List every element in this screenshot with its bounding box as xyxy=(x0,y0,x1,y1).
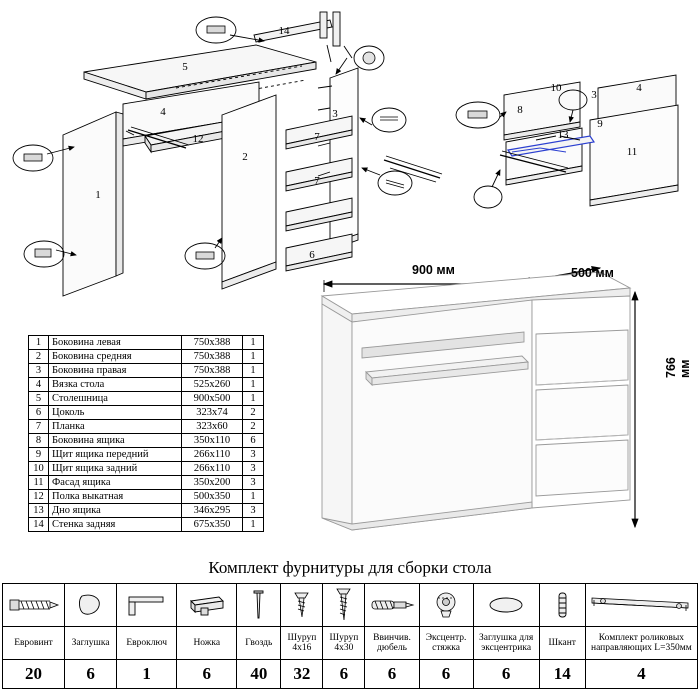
part-name: Дно ящика xyxy=(49,504,182,518)
part-name: Боковина средняя xyxy=(49,350,182,364)
hardware-qty-row xyxy=(3,660,698,689)
svg-text:14: 14 xyxy=(278,25,290,37)
svg-text:9: 9 xyxy=(597,118,603,130)
table-row xyxy=(29,518,264,532)
svg-text:8: 8 xyxy=(517,104,523,116)
slide-rail-icon xyxy=(585,584,697,627)
part-name: Стенка задняя xyxy=(49,518,182,532)
parts-list-table xyxy=(28,335,264,532)
hardware-label: Шкант xyxy=(539,627,585,660)
dimension-depth-label: 500 мм xyxy=(571,266,614,280)
table-row xyxy=(29,434,264,448)
part-qty: 3 xyxy=(243,448,264,462)
dowel-icon xyxy=(539,584,585,627)
part-qty: 2 xyxy=(243,406,264,420)
eccentric-tie-icon xyxy=(419,584,473,627)
table-row xyxy=(29,462,264,476)
part-size: 323x74 xyxy=(182,406,243,420)
hardware-qty: 6 xyxy=(323,660,365,689)
table-row xyxy=(29,490,264,504)
svg-text:7: 7 xyxy=(314,131,320,143)
part-qty: 1 xyxy=(243,392,264,406)
part-size: 346x295 xyxy=(182,504,243,518)
part-size: 675x350 xyxy=(182,518,243,532)
svg-text:13: 13 xyxy=(557,129,569,141)
part-size: 525x260 xyxy=(182,378,243,392)
svg-text:12: 12 xyxy=(192,133,204,145)
part-size: 350x200 xyxy=(182,476,243,490)
part-name: Щит ящика задний xyxy=(49,462,182,476)
part-number: 13 xyxy=(29,504,49,518)
part-size: 266x110 xyxy=(182,462,243,476)
svg-text:2: 2 xyxy=(242,151,248,163)
screw-in-dowel-icon xyxy=(365,584,419,627)
part-name: Боковина правая xyxy=(49,364,182,378)
hardware-qty: 6 xyxy=(419,660,473,689)
part-name: Цоколь xyxy=(49,406,182,420)
hardware-qty: 14 xyxy=(539,660,585,689)
table-row xyxy=(29,476,264,490)
nail-icon xyxy=(237,584,281,627)
table-row xyxy=(29,392,264,406)
foot-icon xyxy=(177,584,237,627)
table-row xyxy=(29,336,264,350)
hardware-icon-row xyxy=(3,584,698,627)
table-row xyxy=(29,504,264,518)
part-qty: 1 xyxy=(243,378,264,392)
hardware-qty: 6 xyxy=(365,660,419,689)
hardware-label: Заглушка xyxy=(65,627,117,660)
hardware-label: Гвоздь xyxy=(237,627,281,660)
hardware-qty: 1 xyxy=(117,660,177,689)
part-qty: 1 xyxy=(243,490,264,504)
svg-text:7: 7 xyxy=(314,175,320,187)
part-name: Столешница xyxy=(49,392,182,406)
part-number: 9 xyxy=(29,448,49,462)
hardware-label: Ввинчив. дюбель xyxy=(365,627,419,660)
part-qty: 1 xyxy=(243,518,264,532)
svg-text:1: 1 xyxy=(95,189,101,201)
hardware-qty: 20 xyxy=(3,660,65,689)
part-qty: 3 xyxy=(243,462,264,476)
table-row xyxy=(29,406,264,420)
part-number: 10 xyxy=(29,462,49,476)
part-number: 2 xyxy=(29,350,49,364)
part-name: Щит ящика передний xyxy=(49,448,182,462)
part-number: 12 xyxy=(29,490,49,504)
hardware-qty: 32 xyxy=(281,660,323,689)
part-qty: 1 xyxy=(243,336,264,350)
hardware-label: Эксцентр. стяжка xyxy=(419,627,473,660)
eccentric-cap-icon xyxy=(473,584,539,627)
hardware-qty: 6 xyxy=(177,660,237,689)
part-qty: 3 xyxy=(243,504,264,518)
table-row xyxy=(29,364,264,378)
hardware-kit-title: Комплект фурнитуры для сборки стола xyxy=(208,558,492,577)
part-number: 5 xyxy=(29,392,49,406)
screw-4x30-icon xyxy=(323,584,365,627)
part-number: 1 xyxy=(29,336,49,350)
svg-text:4: 4 xyxy=(160,106,166,118)
hardware-qty: 6 xyxy=(65,660,117,689)
part-qty: 1 xyxy=(243,350,264,364)
part-size: 900x500 xyxy=(182,392,243,406)
table-row xyxy=(29,378,264,392)
part-qty: 2 xyxy=(243,420,264,434)
table-row xyxy=(29,350,264,364)
hardware-label: Заглушка для эксцентрика xyxy=(473,627,539,660)
svg-text:10: 10 xyxy=(550,82,562,94)
part-name: Боковина ящика xyxy=(49,434,182,448)
hardware-label: Еврoвинт xyxy=(3,627,65,660)
hardware-kit-table xyxy=(2,583,698,689)
cap-icon xyxy=(65,584,117,627)
svg-text:3: 3 xyxy=(591,89,597,101)
hardware-qty: 40 xyxy=(237,660,281,689)
part-number: 3 xyxy=(29,364,49,378)
part-name: Планка xyxy=(49,420,182,434)
parts-list-body xyxy=(29,336,264,532)
part-qty: 3 xyxy=(243,476,264,490)
eurokey-icon xyxy=(117,584,177,627)
svg-text:5: 5 xyxy=(182,61,188,73)
finished-desk-render xyxy=(300,250,700,550)
part-name: Боковина левая xyxy=(49,336,182,350)
hardware-label-row xyxy=(3,627,698,660)
part-size: 750x388 xyxy=(182,336,243,350)
hardware-qty: 6 xyxy=(473,660,539,689)
svg-text:4: 4 xyxy=(636,82,642,94)
part-name: Вязка стола xyxy=(49,378,182,392)
part-number: 11 xyxy=(29,476,49,490)
hardware-label: Ножка xyxy=(177,627,237,660)
part-size: 750x388 xyxy=(182,364,243,378)
hardware-label: Евроключ xyxy=(117,627,177,660)
part-number: 4 xyxy=(29,378,49,392)
dimension-height-label: 766 мм xyxy=(664,357,692,378)
part-size: 266x110 xyxy=(182,448,243,462)
part-size: 500x350 xyxy=(182,490,243,504)
part-name: Полка выкатная xyxy=(49,490,182,504)
hardware-qty: 4 xyxy=(585,660,697,689)
part-name: Фасад ящика xyxy=(49,476,182,490)
screw-4x16-icon xyxy=(281,584,323,627)
part-number: 7 xyxy=(29,420,49,434)
part-size: 323x60 xyxy=(182,420,243,434)
part-number: 14 xyxy=(29,518,49,532)
eurobolt-icon xyxy=(3,584,65,627)
part-qty: 6 xyxy=(243,434,264,448)
table-row xyxy=(29,420,264,434)
part-size: 750x388 xyxy=(182,350,243,364)
hardware-label: Комплект роликовых направляющих L=350мм xyxy=(585,627,697,660)
part-qty: 1 xyxy=(243,364,264,378)
svg-text:11: 11 xyxy=(626,146,638,158)
part-number: 8 xyxy=(29,434,49,448)
part-size: 350x110 xyxy=(182,434,243,448)
hardware-label: Шуруп 4х16 xyxy=(281,627,323,660)
table-row xyxy=(29,448,264,462)
svg-text:6: 6 xyxy=(309,249,315,261)
hardware-label: Шуруп 4х30 xyxy=(323,627,365,660)
part-number: 6 xyxy=(29,406,49,420)
dimension-width-label: 900 мм xyxy=(412,263,455,277)
svg-text:3: 3 xyxy=(332,108,338,120)
